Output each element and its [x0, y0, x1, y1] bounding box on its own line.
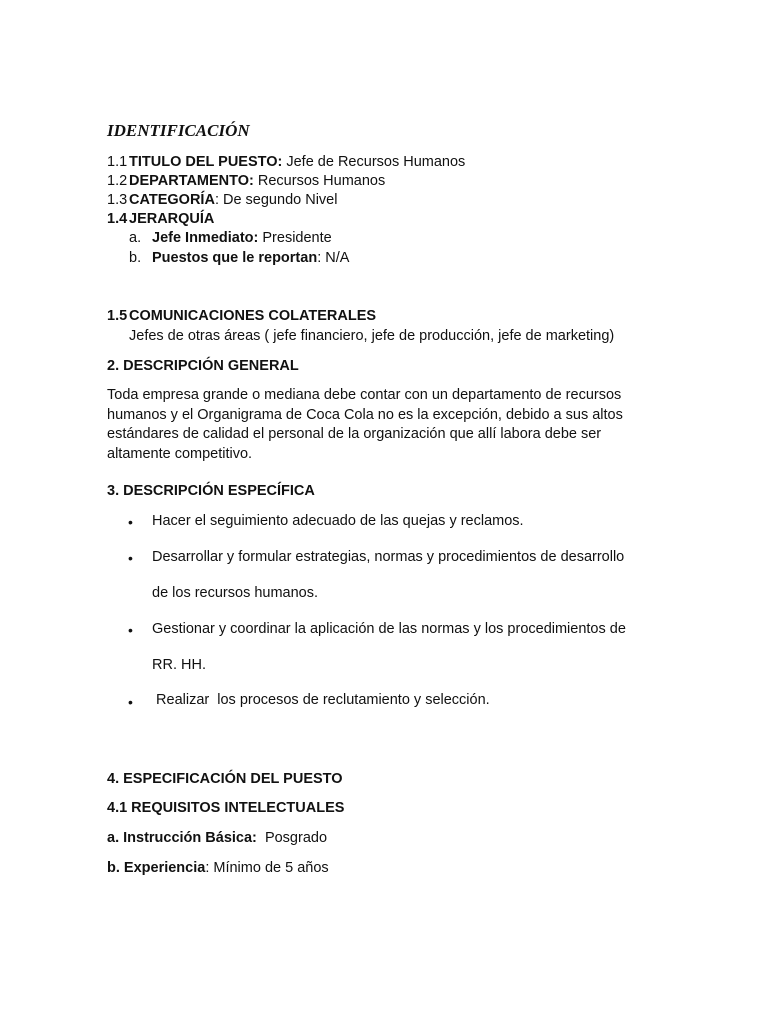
document-title: IDENTIFICACIÓN: [107, 121, 250, 140]
item-number: 1.1: [107, 154, 128, 170]
hierarchy-row: [129, 229, 332, 248]
requirement-value: : Mínimo de 5 años: [205, 860, 329, 876]
item-value: Jefe de Recursos Humanos: [282, 154, 466, 170]
item-label: Puestos que le reportan: [152, 250, 318, 266]
section-heading: 3. DESCRIPCIÓN ESPECÍFICA: [107, 483, 315, 499]
item-label: Jefe Inmediato:: [152, 230, 259, 246]
item-letter: b.: [129, 250, 142, 266]
list-item: Realizar los procesos de reclutamiento y selección.: [152, 692, 490, 708]
item-value: Recursos Humanos: [253, 173, 386, 189]
identification-row: [107, 172, 385, 191]
item-label: DEPARTAMENTO:: [129, 173, 254, 189]
bullet-icon: •: [128, 514, 133, 530]
item-value: Presidente: [258, 230, 332, 246]
identification-row: [107, 153, 465, 172]
list-item: Gestionar y coordinar la aplicación de las normas y los procedimientos de: [152, 621, 626, 637]
general-description: Toda empresa grande o mediana debe contar con un departamento de recursos humanos y el Organigrama de Coca Cola no es la excepción, debido a sus altos estándares de calidad el personal de la organización que allí labora debe ser altamente competitivo.: [107, 387, 623, 462]
list-item-continuation: RR. HH.: [152, 657, 206, 673]
requirement-value: Posgrado: [256, 830, 328, 846]
section-heading: 4. ESPECIFICACIÓN DEL PUESTO: [107, 771, 343, 787]
identification-row: [107, 191, 337, 210]
collateral-text: Jefes de otras áreas ( jefe financiero, jefe de producción, jefe de marketing): [129, 328, 615, 344]
item-label: JERARQUÍA: [129, 211, 215, 227]
requirement-row: [107, 859, 329, 878]
list-item-continuation: de los recursos humanos.: [152, 585, 319, 601]
bullet-icon: •: [128, 622, 133, 638]
item-number: 1.3: [107, 192, 128, 208]
item-label: TITULO DEL PUESTO:: [129, 154, 283, 170]
requirement-row: [107, 829, 327, 848]
item-value: : N/A: [317, 250, 350, 266]
item-number: 1.2: [107, 173, 128, 189]
item-number: 1.4: [107, 211, 128, 227]
requirement-label: b. Experiencia: [107, 860, 206, 876]
section-heading: 2. DESCRIPCIÓN GENERAL: [107, 358, 299, 374]
bullet-icon: •: [128, 694, 133, 710]
item-label: CATEGORÍA: [129, 192, 215, 208]
item-value: : De segundo Nivel: [214, 192, 338, 208]
requirement-label: a. Instrucción Básica:: [107, 830, 257, 846]
item-letter: a.: [129, 230, 142, 246]
subsection-heading: 4.1 REQUISITOS INTELECTUALES: [107, 800, 345, 816]
list-item: Desarrollar y formular estrategias, normas y procedimientos de desarrollo: [152, 549, 625, 565]
identification-row: [107, 210, 214, 229]
collateral-heading: [107, 307, 376, 326]
hierarchy-row: [129, 249, 349, 268]
bullet-icon: •: [128, 550, 133, 566]
item-label: COMUNICACIONES COLATERALES: [129, 308, 377, 324]
item-number: 1.5: [107, 308, 128, 324]
list-item: Hacer el seguimiento adecuado de las quejas y reclamos.: [152, 513, 524, 529]
